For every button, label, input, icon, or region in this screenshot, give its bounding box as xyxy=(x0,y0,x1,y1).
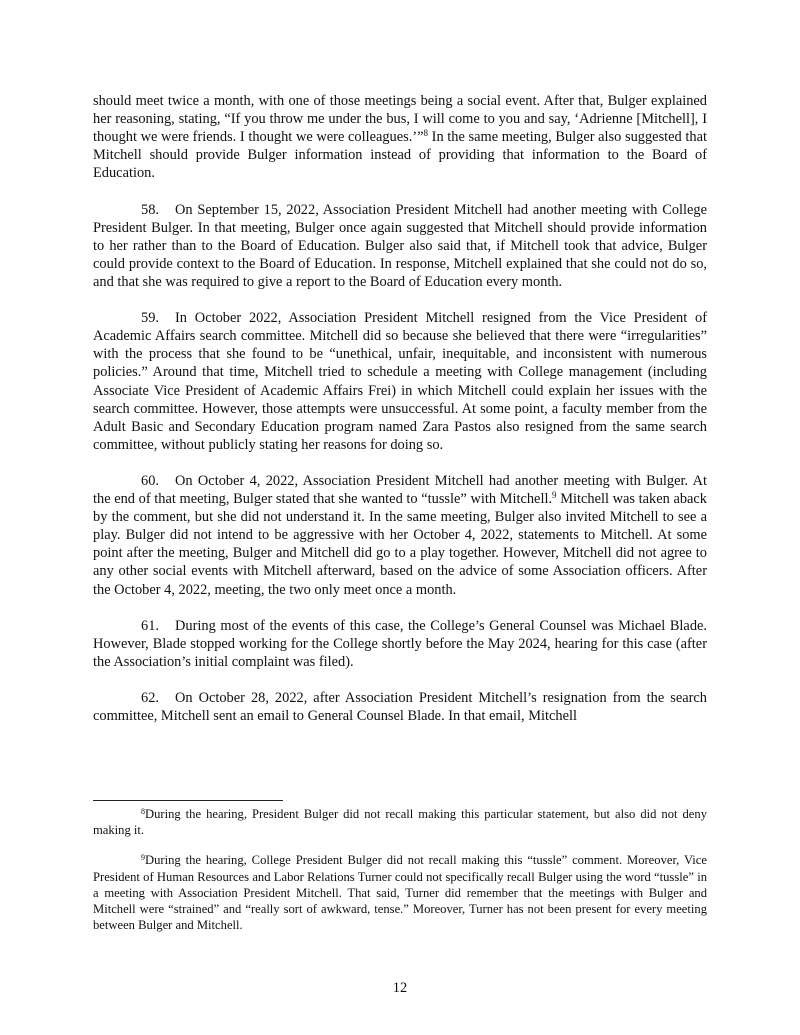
paragraph-text: On October 4, 2022, Association President Mitchell had another meeting with Bulger. At the end of that meeting, Bulger stated that she wanted to “tussle” with Mitchell. xyxy=(93,472,707,508)
paragraph-text: In the same meeting, Bulger also suggested that Mitchell should provide Bulger information instead of providing that information to the Board of Education. xyxy=(93,129,707,182)
document-body xyxy=(93,92,707,743)
paragraph-text: During most of the events of this case, the College’s General Counsel was Michael Blade. However, Blade stopped working for the College shortly before the May 2024, hearing for this case (after the Association’s initial complaint was filed). xyxy=(93,617,707,670)
paragraph-number: 59. xyxy=(141,310,159,327)
paragraph-60 xyxy=(93,472,707,599)
footnote-text: During the hearing, College President Bulger did not recall making this “tussle” comment. Moreover, Vice President of Human Resources and Labor Relations Turner could not specifically recall Bulger using the word “tussle” in a meeting with Association President Mitchell. That said, Turner did remember that the meetings with Bulger and Mitchell were “strained” and “really sort of awkward, tense.” Moreover, Turner has not been present for every meeting between Bulger and Mitchell. xyxy=(93,853,707,933)
footnote-reference[interactable]: 9 xyxy=(552,490,557,501)
footnote-text: During the hearing, President Bulger did not recall making this particular statement, but also did not deny making it. xyxy=(93,807,707,838)
paragraph-62 xyxy=(93,689,707,725)
paragraph-61 xyxy=(93,617,707,671)
footnote-8 xyxy=(93,806,707,838)
paragraph-text: In October 2022, Association President Mitchell resigned from the Vice President of Academic Affairs search committee. Mitchell did so because she believed that there were “irregularities” with the process that she found to be “unethical, unfair, inequitable, and inconsistent with numerous policies.” Around that time, Mitchell tried to schedule a meeting with College management (including Associate Vice President of Academic Affairs Frei) in which Mitchell could explain her issues with the search committee. However, those attempts were unsuccessful. At some point, a faculty member from the Adult Basic and Secondary Education program named Zara Pastos also resigned from the same search committee, without publicly stating her reasons for doing so. xyxy=(93,310,707,453)
footnote-marker: 8 xyxy=(141,807,145,816)
paragraph-59 xyxy=(93,309,707,454)
continued-paragraph xyxy=(93,92,707,182)
footnote-marker: 9 xyxy=(141,853,145,863)
paragraph-number: 62. xyxy=(141,690,159,707)
paragraph-text: should meet twice a month, with one of those meetings being a social event. After that, Bulger explained her reasoning, stating, “If you throw me under the bus, I will come to you and say, ‘Adrienne [Mitchell], I thought we were friends. I thought we were colleagues.’” xyxy=(93,93,707,146)
footnote-9 xyxy=(93,852,707,933)
footnote-reference[interactable]: 8 xyxy=(423,128,428,139)
paragraph-58 xyxy=(93,201,707,291)
footnotes-section xyxy=(93,806,707,947)
paragraph-number: 60. xyxy=(141,472,159,489)
page-number: 12 xyxy=(392,980,408,996)
paragraph-text: On September 15, 2022, Association President Mitchell had another meeting with College President Bulger. In that meeting, Bulger once again suggested that Mitchell should provide information to her rather than to the Board of Education. Bulger also said that, if Mitchell took that advice, Bulger could provide context to the Board of Education. In response, Mitchell explained that she could not do so, and that she was required to give a report to the Board of Education every month. xyxy=(93,201,707,290)
paragraph-number: 61. xyxy=(141,617,159,634)
footnote-divider xyxy=(93,800,283,801)
paragraph-text: Mitchell was taken aback by the comment, but she did not understand it. In the same meeting, Bulger also invited Mitchell to see a play. Bulger did not intend to be aggressive with her October 4, 2022, statements to Mitchell. At some point after the meeting, Bulger and Mitchell did go to a play together. However, Mitchell did not agree to any other social events with Mitchell afterward, based on the advice of some Association officers. After the October 4, 2022, meeting, the two only meet once a month. xyxy=(93,491,707,598)
paragraph-number: 58. xyxy=(141,201,159,218)
paragraph-text: On October 28, 2022, after Association President Mitchell’s resignation from the search committee, Mitchell sent an email to General Counsel Blade. In that email, Mitchell xyxy=(93,690,707,725)
